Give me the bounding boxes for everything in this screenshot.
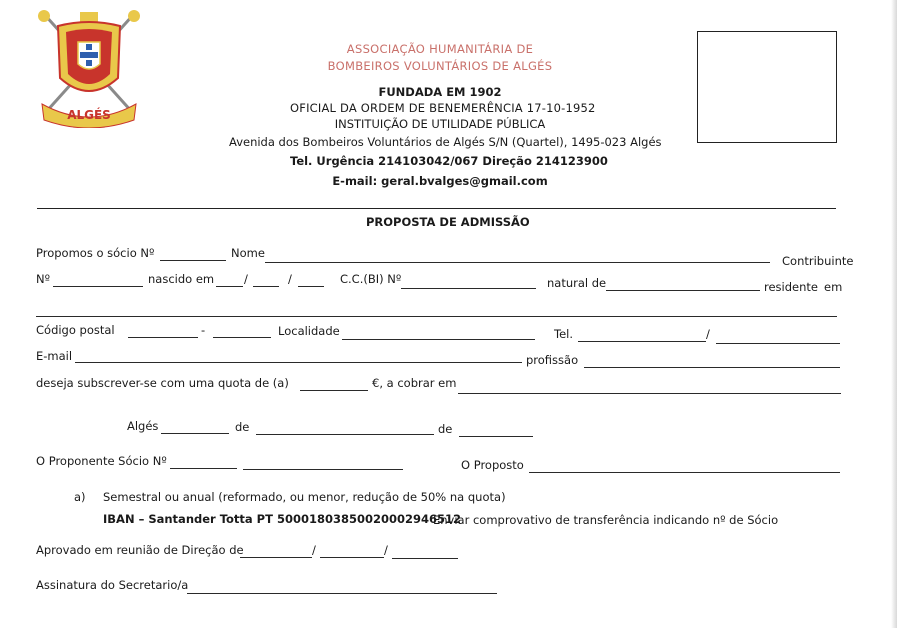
public-utility-line: INSTITUIÇÃO DE UTILIDADE PÚBLICA (334, 117, 546, 131)
secretary-signature-field[interactable] (187, 593, 497, 594)
proposto-label: O Proposto (461, 458, 524, 472)
localidade-label: Localidade (278, 324, 340, 338)
contribuinte-label: Contribuinte (782, 254, 854, 268)
natural-label: natural de (547, 276, 607, 290)
aprovado-label: Aprovado em reunião de Direção de (36, 543, 244, 557)
tel-field-1[interactable] (578, 341, 706, 342)
order-line: OFICIAL DA ORDEM DE BENEMERÊNCIA 17-10-1952 (290, 101, 596, 115)
email-field[interactable] (75, 362, 522, 363)
org-name-line1: ASSOCIAÇÃO HUMANITÁRIA DE (346, 42, 534, 56)
tel-slash: / (706, 327, 710, 341)
postal-code-field-1[interactable] (128, 337, 198, 338)
email-line: E-mail: geral.bvalges@gmail.com (332, 174, 548, 188)
member-number-label: Propomos o sócio Nº (36, 246, 155, 260)
comprovativo-text: Enviar comprovativo de transferência indicando nº de Sócio (433, 513, 779, 527)
date-de-2: de (438, 422, 453, 436)
date-de-1: de (235, 420, 250, 434)
birth-date-label: nascido em (148, 272, 215, 286)
charge-label: €, a cobrar em (372, 376, 457, 390)
assinatura-label: Assinatura do Secretario/a (36, 578, 189, 592)
proposto-signature-field[interactable] (529, 472, 840, 473)
address-field[interactable] (36, 316, 837, 317)
name-label: Nome (231, 246, 265, 260)
residente-label: residente (764, 280, 818, 294)
date-day-field[interactable] (161, 433, 229, 434)
approval-day-field[interactable] (240, 557, 312, 558)
org-name-line2: BOMBEIROS VOLUNTÁRIOS DE ALGÉS (327, 59, 553, 73)
date-month-field[interactable] (256, 434, 434, 435)
birth-date-slash-2: / (288, 272, 292, 286)
page-edge-shadow (891, 0, 897, 628)
approval-year-field[interactable] (392, 558, 458, 559)
option-a-marker: a) (74, 490, 86, 504)
contribuinte-number-field[interactable] (53, 286, 143, 287)
approval-slash-2: / (384, 543, 388, 557)
profissao-field[interactable] (584, 367, 840, 368)
quota-label: deseja subscrever-se com uma quota de (a) (36, 376, 289, 390)
tel-field-2[interactable] (716, 343, 840, 344)
tel-label: Tel. (554, 327, 573, 341)
quota-field[interactable] (300, 390, 368, 391)
localidade-field[interactable] (342, 339, 535, 340)
approval-month-field[interactable] (320, 557, 384, 558)
proponente-number-field[interactable] (170, 468, 237, 469)
fire-brigade-crest-logo (36, 8, 142, 128)
address-line: Avenida dos Bombeiros Voluntários de Algés S/N (Quartel), 1495-023 Algés (229, 135, 662, 149)
date-year-field[interactable] (459, 436, 533, 437)
postal-code-field-2[interactable] (213, 337, 271, 338)
birth-day-field[interactable] (216, 286, 243, 287)
birth-date-slash-1: / (244, 272, 248, 286)
form-title: PROPOSTA DE ADMISSÃO (366, 215, 530, 229)
birth-month-field[interactable] (253, 286, 279, 287)
email-label: E-mail (36, 349, 73, 363)
profissao-label: profissão (526, 353, 579, 367)
natural-field[interactable] (606, 290, 760, 291)
name-field[interactable] (265, 262, 770, 263)
logo-text: ALGÉS (67, 108, 111, 122)
birth-year-field[interactable] (298, 286, 324, 287)
photo-box (697, 31, 837, 143)
postal-code-label: Código postal (36, 323, 115, 337)
header-divider (37, 208, 836, 209)
proponente-signature-field[interactable] (243, 469, 403, 470)
charge-field[interactable] (458, 393, 841, 394)
em-label: em (824, 280, 843, 294)
alges-date-label: Algés (127, 419, 159, 433)
phones-line: Tel. Urgência 214103042/067 Direção 214123900 (290, 154, 608, 168)
contribuinte-number-label: Nº (36, 272, 51, 286)
postal-code-dash: - (201, 323, 206, 337)
iban-text: IBAN – Santander Totta PT 50001803850020002946512 (103, 512, 461, 526)
cc-field[interactable] (401, 288, 536, 289)
proponente-label: O Proponente Sócio Nº (36, 454, 167, 468)
cc-label: C.C.(BI) Nº (340, 272, 402, 286)
semestral-text: Semestral ou anual (reformado, ou menor, redução de 50% na quota) (103, 490, 506, 504)
founded-line: FUNDADA EM 1902 (378, 85, 502, 99)
approval-slash-1: / (312, 543, 316, 557)
member-number-field[interactable] (160, 260, 226, 261)
